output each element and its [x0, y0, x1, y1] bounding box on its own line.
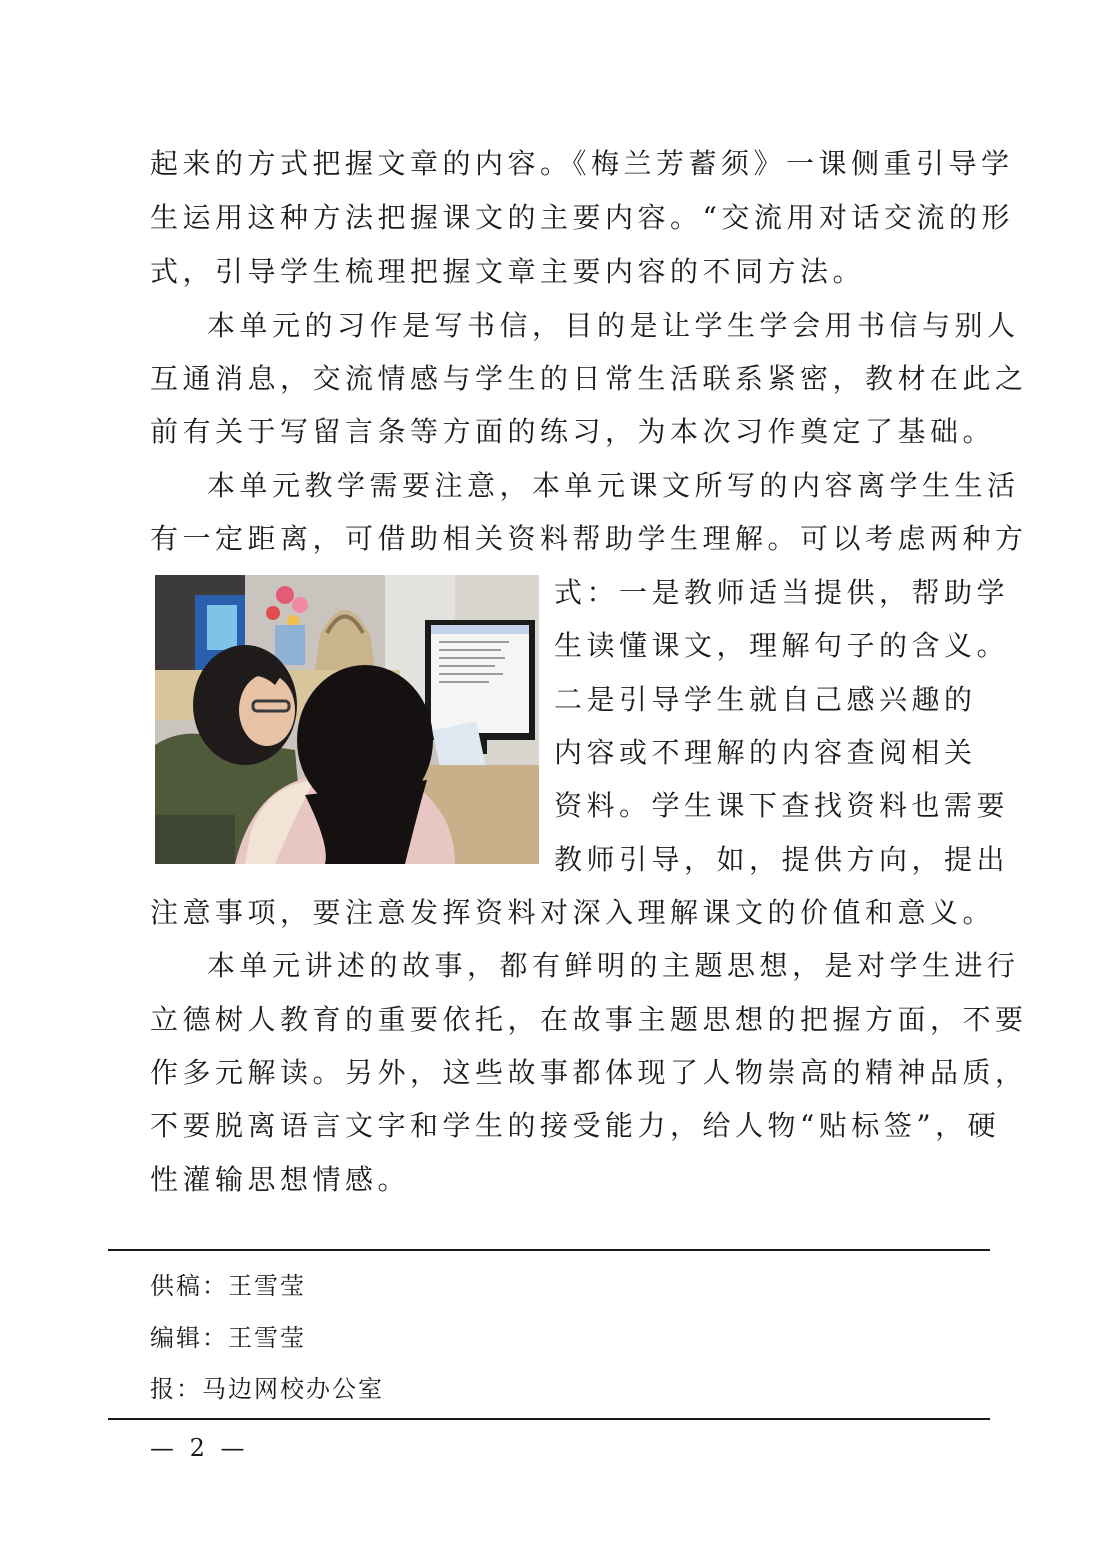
wrapped-line-3: 二是引导学生就自己感兴趣的	[554, 683, 977, 716]
body-line-6: 前有关于写留言条等方面的练习，为本次习作奠定了基础。	[150, 415, 996, 448]
body-line-3: 式，引导学生梳理把握文章主要内容的不同方法。	[150, 255, 866, 288]
body-line-18: 作多元解读。另外，这些故事都体现了人物崇高的精神品质，	[150, 1056, 1028, 1089]
body-line-16: 本单元讲述的故事，都有鲜明的主题思想，是对学生进行	[207, 949, 1020, 982]
classroom-photo	[155, 575, 539, 864]
body-line-17: 立德树人教育的重要依托，在故事主题思想的把握方面，不要	[150, 1003, 1028, 1036]
body-line-15: 注意事项，要注意发挥资料对深入理解课文的价值和意义。	[150, 896, 996, 929]
page-number: — 2 —	[150, 1434, 249, 1462]
wrapped-line-4: 内容或不理解的内容查阅相关	[554, 736, 977, 769]
body-line-5: 互通消息，交流情感与学生的日常生活联系紧密，教材在此之	[150, 362, 1028, 395]
editor-line: 编辑：王雪莹	[150, 1324, 306, 1352]
body-line-4: 本单元的习作是写书信，目的是让学生学会用书信与别人	[207, 309, 1020, 342]
body-line-7: 本单元教学需要注意，本单元课文所写的内容离学生生活	[207, 469, 1020, 502]
wrapped-line-5: 资料。学生课下查找资料也需要	[554, 789, 1010, 822]
body-line-8: 有一定距离，可借助相关资料帮助学生理解。可以考虑两种方	[150, 522, 1028, 555]
body-line-20: 性灌输思想情感。	[150, 1163, 411, 1196]
report-line: 报：马边网校办公室	[150, 1375, 384, 1403]
footer-bottom-rule	[108, 1418, 990, 1420]
wrapped-line-2: 生读懂课文，理解句子的含义。	[554, 629, 1010, 662]
contributor-line: 供稿：王雪莹	[150, 1272, 306, 1300]
wrapped-line-1: 式：一是教师适当提供，帮助学	[554, 576, 1010, 609]
body-line-19: 不要脱离语言文字和学生的接受能力，给人物“贴标签”，硬	[150, 1109, 1001, 1142]
body-line-1: 起来的方式把握文章的内容。《梅兰芳蓄须》一课侧重引导学	[150, 147, 1014, 180]
body-line-2: 生运用这种方法把握课文的主要内容。“交流用对话交流的形	[150, 201, 1014, 234]
footer-top-rule	[108, 1249, 990, 1251]
wrapped-line-6: 教师引导，如，提供方向，提出	[554, 843, 1010, 876]
